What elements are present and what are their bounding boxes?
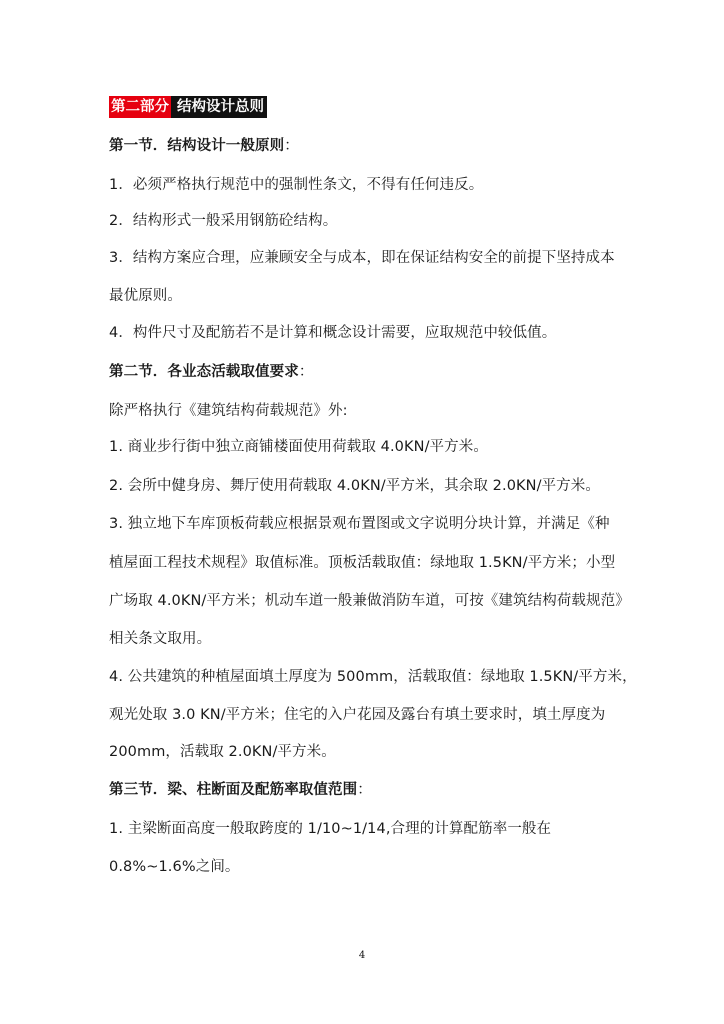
part-title (109, 96, 267, 118)
paragraph-line: 广场取 4.0KN/平方米；机动车道一般兼做消防车道，可按《建筑结构荷载规范》 (109, 593, 630, 609)
paragraph-line: 4. 公共建筑的种植屋面填土厚度为 500mm，活载取值：绿地取 1.5KN/平方米， (109, 669, 637, 685)
section-title: 第三节．梁、柱断面及配筋率取值范围 (109, 782, 358, 798)
section-colon: ： (298, 364, 314, 380)
paragraph-line: 1. 商业步行街中独立商铺楼面使用荷载取 4.0KN/平方米。 (109, 439, 488, 455)
section-title: 第一节．结构设计一般原则 (109, 138, 285, 154)
section-heading-3 (109, 780, 372, 800)
paragraph-line: 最优原则。 (109, 288, 182, 304)
paragraph-line: 2. 会所中健身房、舞厅使用荷载取 4.0KN/平方米，其余取 2.0KN/平方米。 (109, 478, 600, 494)
paragraph-line: 2．结构形式一般采用钢筋砼结构。 (109, 213, 338, 229)
paragraph-line: 3．结构方案应合理，应兼顾安全与成本，即在保证结构安全的前提下坚持成本 (109, 250, 615, 266)
paragraph-line: 0.8%~1.6%之间。 (109, 859, 240, 875)
paragraph-line: 观光处取 3.0 KN/平方米；住宅的入户花园及露台有填土要求时，填土厚度为 (109, 707, 606, 723)
paragraph-line: 3. 独立地下车库顶板荷载应根据景观布置图或文字说明分块计算，并满足《种 (109, 516, 610, 532)
paragraph-line: 除严格执行《建筑结构荷载规范》外: (109, 403, 348, 419)
paragraph-line: 200mm，活载取 2.0KN/平方米。 (109, 744, 336, 760)
section-heading-1 (109, 136, 299, 156)
section-colon: ： (357, 782, 372, 798)
paragraph-line: 1. 主梁断面高度一般取跨度的 1/10~1/14,合理的计算配筋率一般在 (109, 821, 552, 837)
paragraph-line: 相关条文取用。 (109, 631, 212, 647)
part-label: 第二部分 (109, 96, 171, 118)
section-colon: ： (284, 138, 299, 154)
section-title: 第二节．各业态活载取值要求 (109, 364, 299, 380)
part-heading: 结构设计总则 (171, 96, 267, 118)
paragraph-line: 1．必须严格执行规范中的强制性条文，不得有任何违反。 (109, 177, 484, 193)
section-heading-2 (109, 362, 313, 382)
paragraph-line: 植屋面工程技术规程》取值标准。顶板活载取值：绿地取 1.5KN/平方米；小型 (109, 555, 616, 571)
paragraph-line: 4．构件尺寸及配筋若不是计算和概念设计需要，应取规范中较低值。 (109, 325, 557, 341)
page-number: 4 (358, 950, 366, 961)
